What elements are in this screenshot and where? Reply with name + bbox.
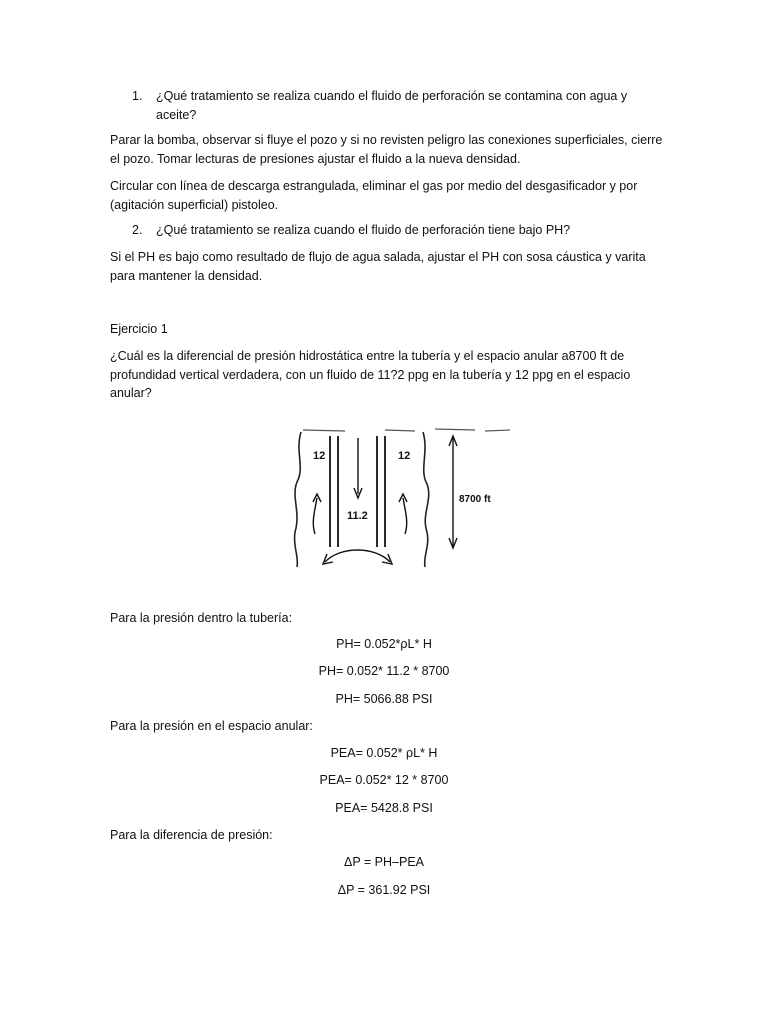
pipe-fluid-label: 11.2 — [347, 510, 368, 522]
wellbore-diagram-svg — [285, 422, 525, 574]
difference-formula-2: ΔP = 361.92 PSI — [337, 883, 431, 897]
right-annulus-label: 12 — [398, 450, 411, 462]
question-2-text: ¿Qué tratamiento se realiza cuando el fluido de perforación tiene bajo PH? — [156, 223, 571, 237]
annulus-formula-1: PEA= 0.052* ρL* H — [330, 746, 438, 760]
question-2-number: 2. — [132, 223, 143, 237]
left-up-arrow — [313, 498, 317, 534]
pipe-formula-3: PH= 5066.88 PSI — [335, 692, 433, 706]
left-annulus-label: 12 — [313, 450, 326, 462]
exercise-title: Ejercicio 1 — [110, 322, 168, 336]
answer-1-paragraph-1: Parar la bomba, observar si fluye el pozo y si no revisten peligro las conexiones superficiales, cierre el pozo. Tomar lecturas de presiones ajustar el fluido a la nueva densidad. — [110, 133, 663, 166]
top-edge-marks — [303, 429, 510, 431]
right-wellbore-wall — [423, 432, 429, 567]
difference-formula-1: ΔP = PH–PEA — [343, 855, 425, 869]
bottom-flow-curve — [325, 550, 390, 562]
pipe-formula-1: PH= 0.052*ρL* H — [336, 637, 432, 651]
pipe-pressure-heading: Para la presión dentro la tubería: — [110, 611, 293, 625]
left-wellbore-wall — [295, 432, 301, 567]
annulus-formula-3: PEA= 5428.8 PSI — [335, 801, 433, 815]
difference-heading: Para la diferencia de presión: — [110, 828, 273, 842]
right-up-arrow — [403, 498, 407, 534]
pipe-formula-2: PH= 0.052* 11.2 * 8700 — [318, 664, 450, 678]
wellbore-diagram — [285, 422, 525, 574]
question-1-text: ¿Qué tratamiento se realiza cuando el fluido de perforación se contamina con agua y aceite? — [156, 89, 628, 122]
answer-1-paragraph-2: Circular con línea de descarga estrangulada, eliminar el gas por medio del desgasificador y por (agitación superficial) pistoleo. — [110, 179, 638, 212]
answer-2-paragraph-1: Si el PH es bajo como resultado de flujo de agua salada, ajustar el PH con sosa cáustica y varita para mantener la densidad. — [110, 250, 646, 283]
exercise-question: ¿Cuál es la diferencial de presión hidrostática entre la tubería y el espacio anular a8700 ft de profundidad vertical verdadera, con un fluido de 11?2 ppg en la tubería y 12 ppg en el espacio anular? — [110, 349, 631, 400]
annulus-pressure-heading: Para la presión en el espacio anular: — [110, 719, 313, 733]
annulus-formula-2: PEA= 0.052* 12 * 8700 — [319, 773, 449, 787]
question-1-number: 1. — [132, 89, 143, 103]
depth-label: 8700 ft — [459, 494, 491, 505]
